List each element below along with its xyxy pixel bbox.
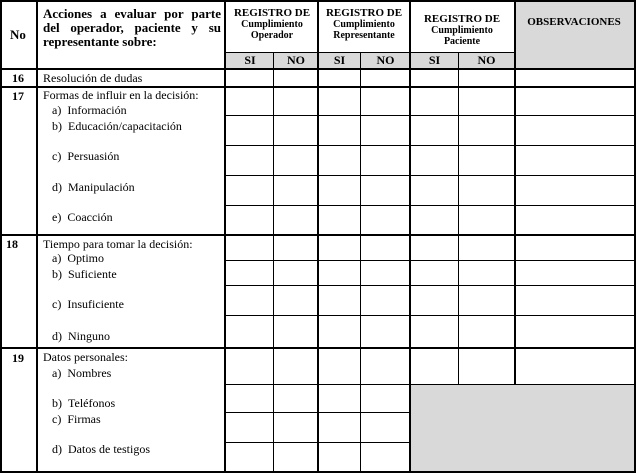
row18-number: 18 [6,237,18,251]
row18-item-a: a) Optimo [52,251,104,265]
grid-hline-sub18 [224,315,636,316]
header-registro-representante: REGISTRO DE Cumplimiento Representante [325,7,403,41]
row19-item-b: b) Teléfonos [52,396,116,410]
row19-number: 19 [12,351,24,365]
row19-item-a: a) Nombres [52,366,112,380]
row18-item-b: b) Suficiente [52,267,117,281]
header-no: No [10,27,26,42]
grid-hline-sub17 [224,205,636,206]
row19-gray-block [410,384,634,471]
grid-vline-paciente-obs [514,0,516,384]
grid-border-left [0,0,2,473]
row17-item-d: d) Manipulación [52,180,135,194]
row17-item-a: a) Información [52,103,127,117]
row17-item-c: c) Persuasión [52,149,120,163]
grid-hline-sub19-left [224,442,410,443]
grid-hline-sub19-left [224,412,410,413]
grid-hline-sub17 [224,175,636,176]
row18-item-d: d) Ninguno [52,329,110,343]
header-acciones: Acciones a evaluar por parte del operador, paciente y su representante sobre: [43,6,221,49]
row17-number: 17 [12,89,24,103]
row17-title: Formas de influir en la decisión: [43,88,199,102]
grid-vline-representante [409,0,411,473]
grid-vline-acciones [224,0,226,473]
grid-hline-registro [224,52,516,53]
header-registro-operador: REGISTRO DE Cumplimiento Operador [233,7,311,41]
header-observaciones: OBSERVACIONES [527,16,621,28]
observaciones-header-gray [514,0,634,69]
row19-item-c: c) Firmas [52,412,101,426]
grid-hline-sub17 [224,115,636,116]
grid-hline-sub18 [224,260,636,261]
grid-hline-row17 [0,234,636,236]
row18-title: Tiempo para tomar la decisión: [43,237,193,251]
row19-title: Datos personales: [43,350,128,364]
si-operador: SI [244,53,256,67]
row16-number: 16 [12,71,24,85]
no-operador: NO [287,53,305,67]
grid-hline-row16 [0,86,636,88]
no-representante: NO [376,53,395,67]
row17-item-e: e) Coacción [52,210,113,224]
header-registro-paciente: REGISTRO DE Cumplimiento Paciente [423,13,501,47]
grid-hline-sub19 [224,384,636,385]
grid-vline-operador [317,0,319,473]
row18-item-c: c) Insuficiente [52,297,124,311]
row17-item-b: b) Educación/capacitación [52,119,182,133]
grid-vline-si-no-pac [458,52,459,384]
no-paciente: NO [477,53,496,67]
grid-vline-no [36,0,38,473]
grid-hline-header-bottom [0,68,636,70]
si-paciente: SI [428,53,441,67]
si-representante: SI [333,53,346,67]
grid-hline-sub17 [224,145,636,146]
grid-hline-row18 [0,347,636,349]
grid-hline-sub18 [224,285,636,286]
row19-item-d: d) Datos de testigos [52,442,150,456]
row16-title: Resolución de dudas [43,71,143,85]
